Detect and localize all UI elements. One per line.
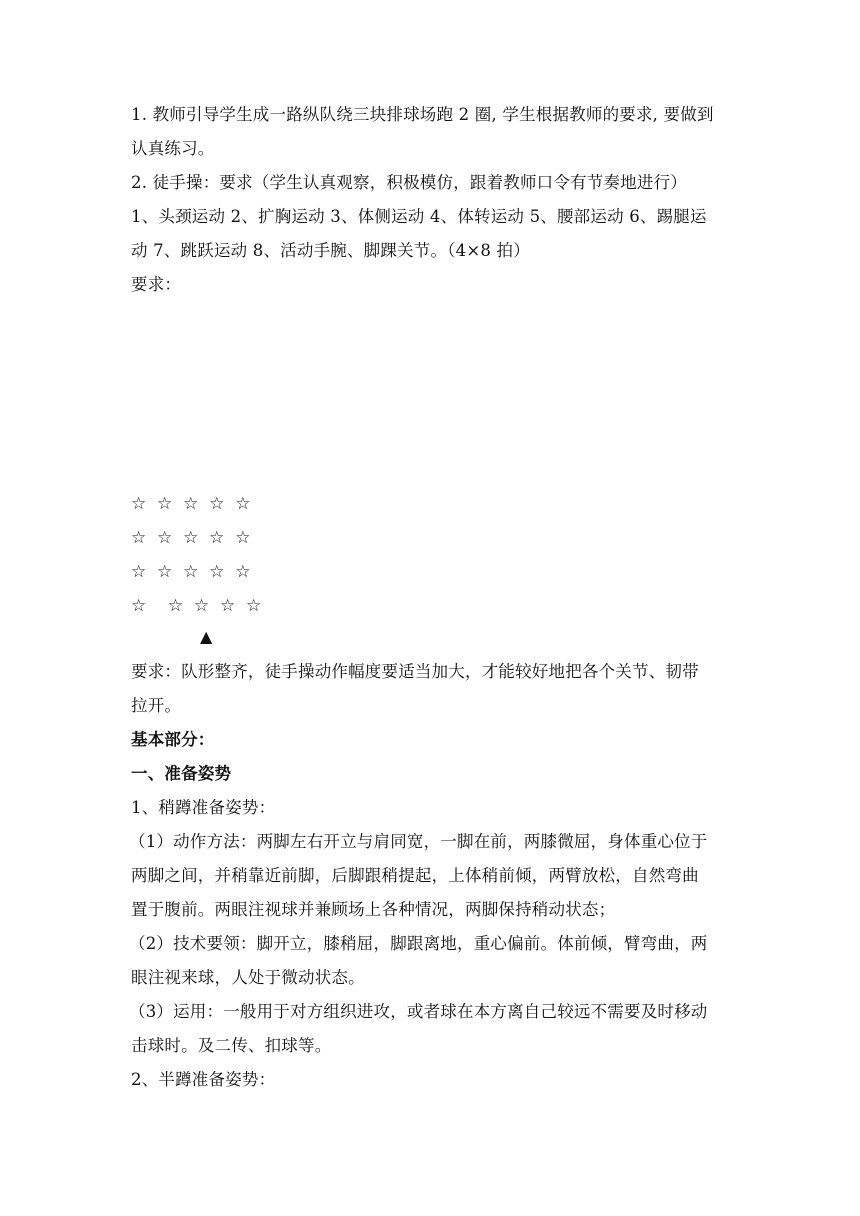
paragraph-3-line-2: 击球时。及二传、扣球等。 — [131, 1036, 332, 1055]
paragraph-3-line-1: （3）运用：一般用于对方组织进攻，或者球在本方离自己较远不需要及时移动 — [129, 1002, 708, 1021]
paragraph-1-line-1: （1）动作方法：两脚左右开立与肩同宽，一脚在前，两膝微屈，身体重心位于 — [129, 832, 708, 851]
formation-row-1: ☆ ☆ ☆ ☆ ☆ — [131, 494, 251, 514]
intro-requirement-label: 要求： — [131, 275, 182, 294]
requirement-line-2: 拉开。 — [131, 696, 182, 715]
formation-row-2: ☆ ☆ ☆ ☆ ☆ — [131, 528, 251, 548]
subheading-half-squat: 2、半蹲准备姿势： — [131, 1070, 276, 1089]
formation-row-4: ☆ ☆ ☆ ☆ ☆ — [131, 596, 262, 616]
paragraph-1-line-3: 置于腹前。两眼注视球并兼顾场上各种情况，两脚保持稍动状态； — [131, 900, 616, 919]
subheading-slight-squat: 1、稍蹲准备姿势： — [131, 798, 276, 817]
intro-line-4: 1、头颈运动 2、扩胸运动 3、体侧运动 4、体转运动 5、腰部运动 6、踢腿运 — [131, 207, 707, 226]
intro-line-3: 2. 徒手操：要求（学生认真观察，积极模仿，跟着教师口令有节奏地进行） — [131, 173, 687, 192]
intro-line-2: 认真练习。 — [131, 139, 215, 158]
paragraph-1-line-2: 两脚之间，并稍靠近前脚，后脚跟稍提起，上体稍前倾，两臂放松，自然弯曲 — [131, 866, 699, 885]
paragraph-2-line-2: 眼注视来球，人处于微动状态。 — [131, 968, 365, 987]
section-heading-ready-stance: 一、准备姿势 — [131, 764, 232, 783]
paragraph-2-line-1: （2）技术要领：脚开立，膝稍屈，脚跟离地，重心偏前。体前倾，臂弯曲，两 — [129, 934, 708, 953]
intro-line-5: 动 7、跳跃运动 8、活动手腕、脚踝关节。（4×8 拍） — [131, 241, 530, 260]
formation-row-3: ☆ ☆ ☆ ☆ ☆ — [131, 562, 251, 582]
basic-part-heading: 基本部分： — [131, 730, 215, 749]
intro-line-1: 1. 教师引导学生成一路纵队绕三块排球场跑 2 圈, 学生根据教师的要求, 要做到 — [131, 105, 714, 124]
requirement-line-1: 要求：队形整齐，徒手操动作幅度要适当加大，才能较好地把各个关节、韧带 — [131, 662, 699, 681]
teacher-marker-icon: ▲ — [200, 627, 213, 646]
